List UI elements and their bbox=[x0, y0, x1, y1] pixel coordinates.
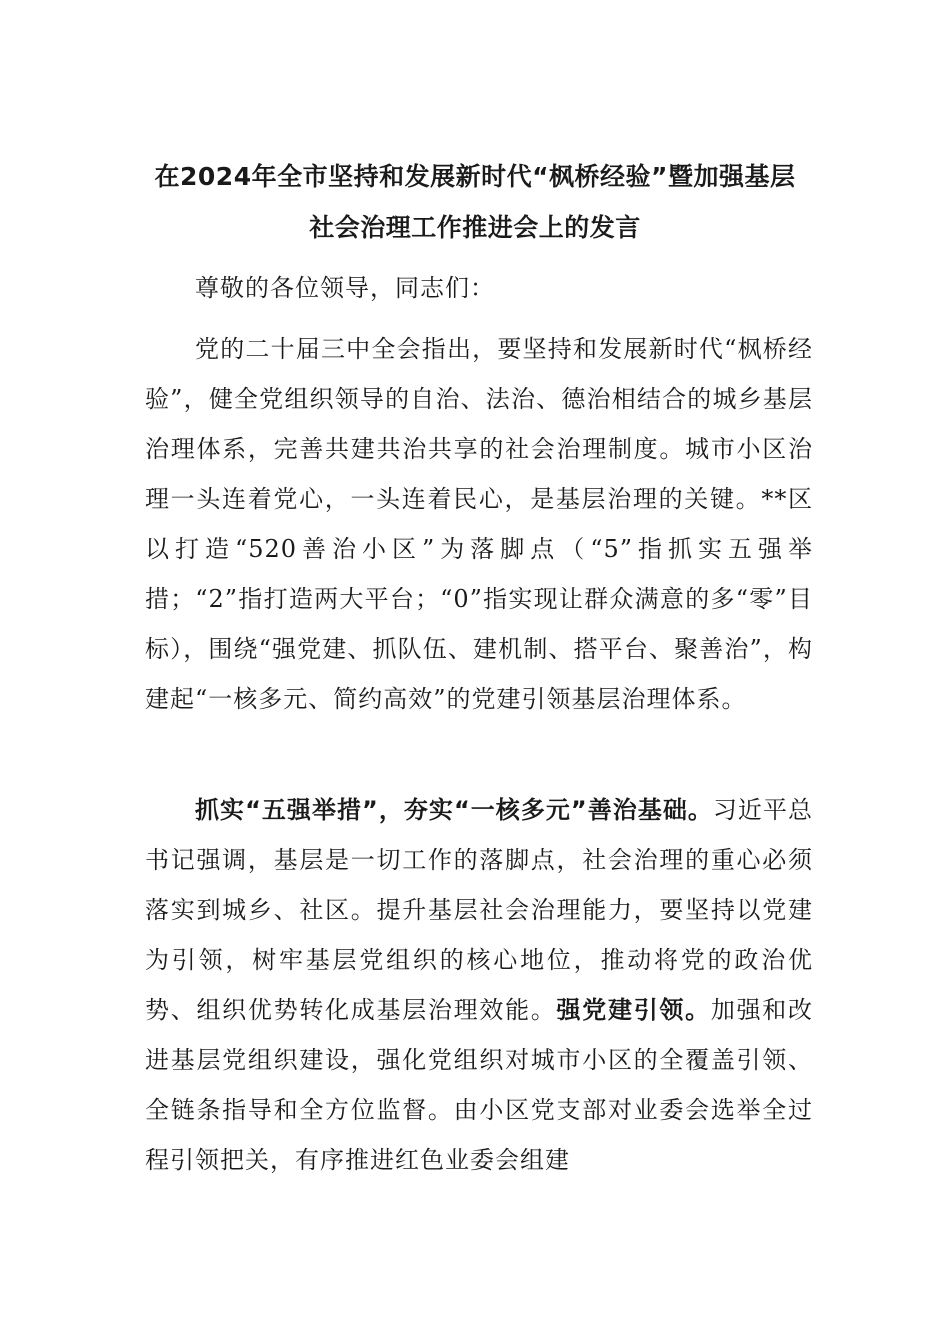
salutation: 尊敬的各位领导，同志们： bbox=[195, 274, 495, 302]
document-title-line-2: 社会治理工作推进会上的发言 bbox=[309, 213, 641, 242]
paragraph-2-heading: 抓实“五强举措”，夯实“一核多元”善治基础。 bbox=[195, 796, 713, 824]
paragraph-2-subheading: 强党建引领。 bbox=[556, 996, 711, 1024]
paragraph-2-text-b: 加强和改进基层党组织建设，强化党组织对城市小区的全覆盖引领、全链条指导和全方位监督。由小区党支部对业委会选举全过程引领把关，有序推进红色业委会组建 bbox=[145, 996, 814, 1174]
paragraph-2-text-a: 习近平总书记强调，基层是一切工作的落脚点，社会治理的重心必须落实到城乡、社区。提升基层社会治理能力，要坚持以党建为引领，树牢基层党组织的核心地位，推动将党的政治优势、组织优势转化成基层治理效能。 bbox=[145, 796, 813, 1024]
paragraph-2 bbox=[145, 785, 813, 1185]
paragraph-1: 党的二十届三中全会指出，要坚持和发展新时代“枫桥经验”，健全党组织领导的自治、法治、德治相结合的城乡基层治理体系，完善共建共治共享的社会治理制度。城市小区治理一头连着党心，一头连着民心，是基层治理的关键。**区以打造“520善治小区”为落脚点（“5”指抓实五强举措；“2”指打造两大平台；“0”指实现让群众满意的多“零”目标），围绕“强党建、抓队伍、建机制、搭平台、聚善治”，构建起“一核多元、简约高效”的党建引领基层治理体系。 bbox=[145, 335, 813, 713]
document-title-line-1: 在2024年全市坚持和发展新时代“枫桥经验”暨加强基层 bbox=[154, 162, 796, 191]
